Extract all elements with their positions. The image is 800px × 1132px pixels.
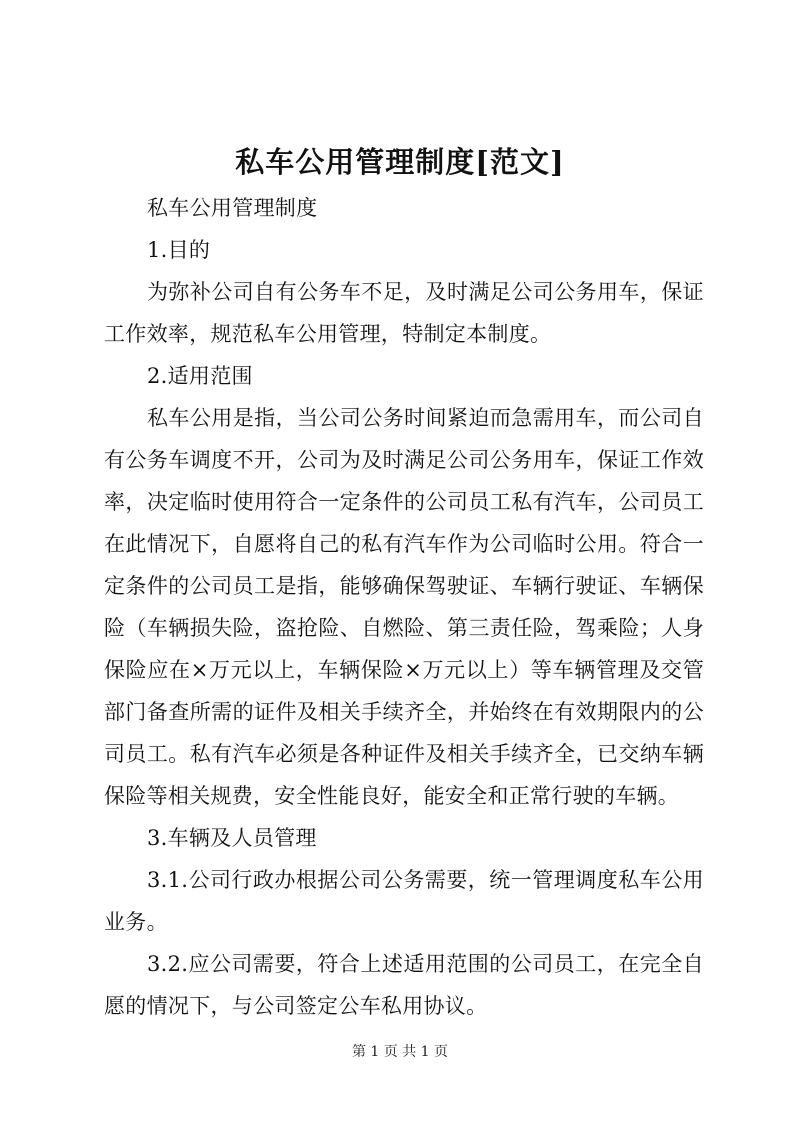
document-title: 私车公用管理制度[范文] xyxy=(235,145,565,179)
paragraph-3-2: 3.2.应公司需要，符合上述适用范围的公司员工，在完全自愿的情况下，与公司签定公车私用协议。 xyxy=(104,952,704,1018)
heading-management: 3.车辆及人员管理 xyxy=(147,826,317,850)
page-footer: 第 1 页 共 1 页 xyxy=(351,1044,449,1060)
paragraph-purpose: 为弥补公司自有公务车不足，及时满足公司公务用车，保证工作效率，规范私车公用管理，特制定本制度。 xyxy=(104,280,704,346)
heading-scope: 2.适用范围 xyxy=(147,364,253,388)
paragraph-3-1: 3.1.公司行政办根据公司公务需要，统一管理调度私车公用业务。 xyxy=(104,868,704,934)
section-subtitle: 私车公用管理制度 xyxy=(147,196,318,220)
document-body xyxy=(104,187,704,1027)
heading-purpose: 1.目的 xyxy=(147,238,211,262)
paragraph-scope: 私车公用是指，当公司公务时间紧迫而急需用车，而公司自有公务车调度不开，公司为及时满足公司公务用车，保证工作效率，决定临时使用符合一定条件的公司员工私有汽车，公司员工在此情况下，自愿将自己的私有汽车作为公司临时公用。符合一定条件的公司员工是指，能够确保驾驶证、车辆行驶证、车辆保险（车辆损失险，盗抢险、自燃险、第三责任险，驾乘险；人身保险应在×万元以上，车辆保险×万元以上）等车辆管理及交管部门备查所需的证件及相关手续齐全，并始终在有效期限内的公司员工。私有汽车必须是各种证件及相关手续齐全，已交纳车辆保险等相关规费，安全性能良好，能安全和正常行驶的车辆。 xyxy=(104,406,704,808)
